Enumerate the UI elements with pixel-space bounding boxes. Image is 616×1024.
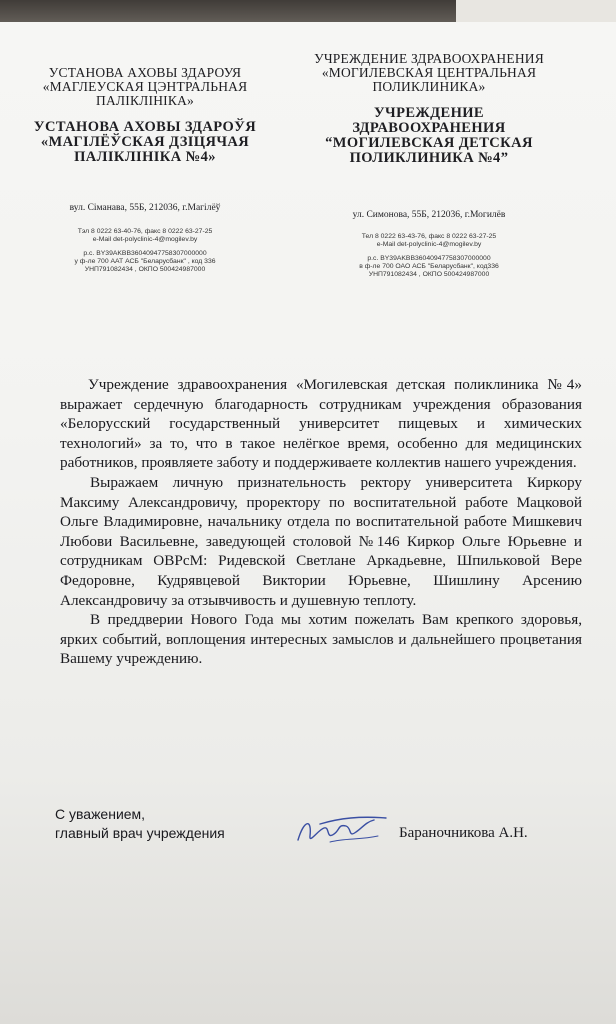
org-unp: УНП791082434 , ОКПО 500424987000 (84, 266, 206, 273)
org-email: e-Mail det-polyclinic-4@mogilev.by (376, 241, 482, 248)
org-bank: у ф-ле 700 ААТ АСБ "Беларусбанк" , код 336 (74, 258, 216, 265)
org-phone: Тел 8 0222 63-43-76, факс 8 0222 63-27-25 (361, 233, 497, 240)
org-email: e-Mail det-polyclinic-4@mogilev.by (92, 236, 198, 243)
paragraph-acknowledgements: Выражаем личную признательность ректору университета Киркору Максиму Александровичу, проректору по воспитательной работе Мацковой Ольге Владимировне, начальнику отдела по воспитательной работе Мишкевич Любови Васильевне, заведующей столовой №146 Киркор Ольге Юрьевне и сотрудникам ОВРсМ: Ридевской Светлане Аркадьевне, Шпильковой Вере Федоровне, Кудрявцевой Виктории Юрьевне, Шишлину Арсению Александровичу за отзывчивость и душевную теплоту. (60, 473, 582, 609)
old-org-name-line3: ПОЛИКЛИНИКА» (372, 79, 486, 94)
old-org-name-line1: УЧРЕЖДЕНИЕ ЗДРАВООХРАНЕНИЯ (314, 51, 544, 66)
old-org-name-line3: ПАЛІКЛІНІКА» (96, 93, 194, 108)
org-name-line1: УСТАНОВА АХОВЫ ЗДАРОЎЯ (33, 119, 257, 135)
old-org-name-line2: «МАГЛЕУСКАЯ ЦЭНТРАЛЬНАЯ (42, 79, 248, 94)
closing-regards: С уважением, (55, 806, 146, 822)
org-address: ул. Симонова, 55Б, 212036, г.Могилёв (352, 210, 506, 220)
org-name-line3: ПАЛІКЛІНІКА №4» (74, 149, 216, 165)
org-bank: в ф-ле 700 ОАО АСБ "Беларусбанк", код336 (359, 263, 499, 270)
letterhead-russian (300, 52, 558, 279)
org-address: вул. Сіманава, 55Б, 212036, г.Магілёў (69, 203, 221, 213)
org-name-line2: “МОГИЛЕВСКАЯ ДЕТСКАЯ (325, 135, 533, 151)
signer-role: главный врач учреждения (55, 825, 225, 841)
letter-page (0, 22, 616, 1024)
org-unp: УНП791082434 , ОКПО 500424987000 (368, 271, 490, 278)
signer-name: Бараночникова А.Н. (399, 825, 528, 841)
letterhead-belarusian (30, 66, 260, 274)
org-name-line3: ПОЛИКЛИНИКА №4” (349, 150, 509, 166)
org-phone: Тэл 8 0222 63-40-76, факс 8 0222 63-27-25 (77, 228, 213, 235)
paragraph-gratitude: Учреждение здравоохранения «Могилевская детская поликлиника №4» выражает сердечную благодарность сотрудникам учреждения образования «Белорусский государственный университет пищевых и химических технологий» за то, что в такое нелёгкое время, особенно для медицинских работников, проявляете заботу и поддерживаете коллектив нашего учреждения. (60, 376, 582, 472)
handwritten-signature (290, 810, 400, 850)
old-org-name-line1: УСТАНОВА АХОВЫ ЗДАРОУЯ (48, 65, 242, 80)
paragraph-new-year-wishes: В преддверии Нового Года мы хотим пожелать Вам крепкого здоровья, ярких событий, воплощения интересных замыслов и дальнейшего процветания Вашему учреждению. (60, 611, 582, 668)
signature-block (55, 805, 585, 843)
org-name-line2: «МАГІЛЁЎСКАЯ ДЗІЦЯЧАЯ (40, 134, 250, 150)
letter-body (60, 375, 582, 669)
org-name-line1: УЧРЕЖДЕНИЕ ЗДРАВООХРАНЕНИЯ (352, 105, 506, 136)
org-account: р.с. BY39AKBB36040947758307000000 (367, 255, 491, 262)
org-account: р.с. BY39AKBB36040947758307000000 (83, 250, 207, 257)
old-org-name-line2: «МОГИЛЕВСКАЯ ЦЕНТРАЛЬНАЯ (321, 65, 537, 80)
